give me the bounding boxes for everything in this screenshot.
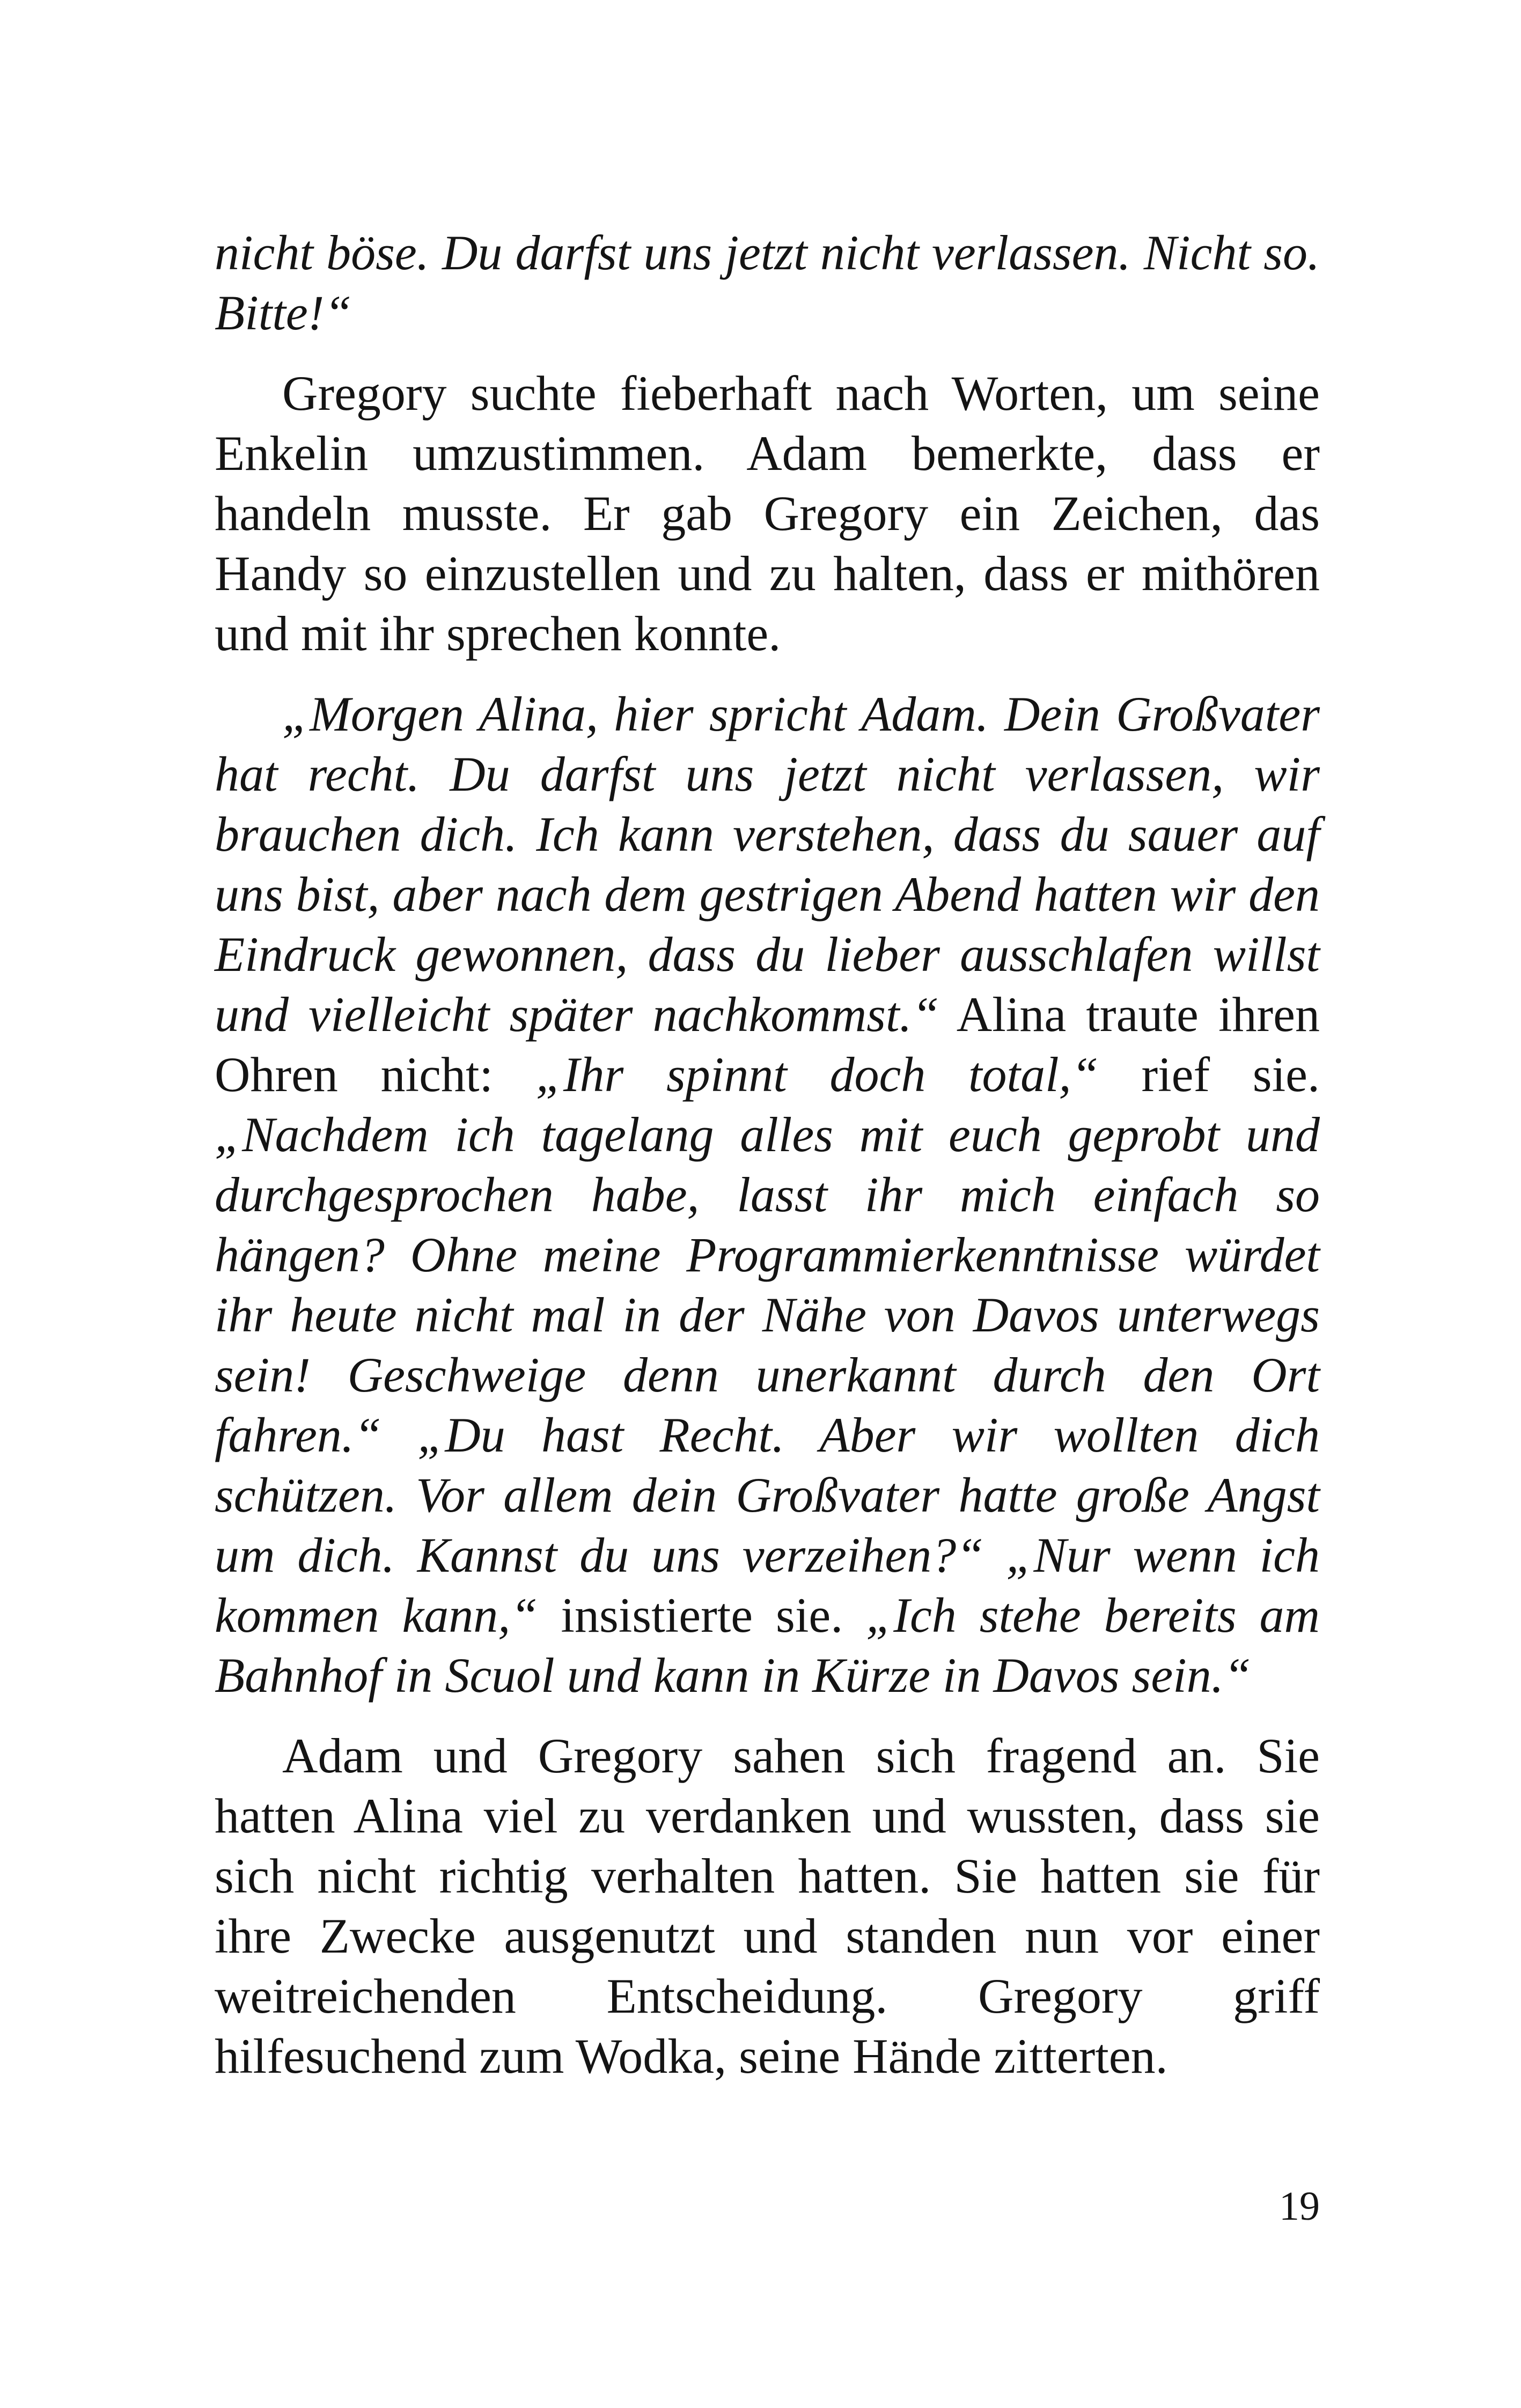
- page-number: 19: [1279, 2184, 1320, 2229]
- text-segment: rief sie.: [1098, 1047, 1320, 1102]
- text-segment: insistierte sie.: [538, 1588, 866, 1643]
- body-text: [215, 223, 1320, 2086]
- text-segment: „Ich stehe bereits am Bahnhof in Scuol und kann in Kürze in Davos sein.“: [215, 1588, 1320, 1703]
- paragraph-4: [215, 1726, 1320, 2086]
- text-segment: Gregory suchte fieberhaft nach Worten, um seine Enkelin umzustimmen. Adam bemerkte, dass er handeln musste. Er gab Gregory ein Zeichen, das Handy so einzustellen und zu halten, dass er mithören und mit ihr sprechen konnte.: [215, 366, 1320, 661]
- text-segment: „Morgen Alina, hier spricht Adam. Dein Großvater hat recht. Du darfst uns jetzt nicht verlassen, wir brauchen dich. Ich kann verstehen, dass du sauer auf uns bist, aber nach dem gestrigen Abend hatten wir den Eindruck gewonnen, dass du lieber ausschlafen willst und vielleicht später nachkommst.“: [215, 687, 1320, 1042]
- paragraph-1: [215, 223, 1320, 343]
- text-segment: „Nachdem ich tagelang alles mit euch geprobt und durchgesprochen habe, lasst ihr mich einfach so hängen? Ohne meine Programmierkenntnisse würdet ihr heute nicht mal in der Nähe von Davos unterwegs sein! Geschweige denn unerkannt durch den Ort fahren.“ „Du hast Recht. Aber wir wollten dich schützen. Vor allem dein Großvater hatte große Angst um dich. Kannst du uns verzeihen?“ „Nur wenn ich kommen kann,“: [215, 1107, 1320, 1643]
- text-segment: Alina traute ihren Ohren nicht:: [215, 987, 1320, 1102]
- paragraph-2: [215, 363, 1320, 664]
- text-segment: „Ihr spinnt doch total,“: [535, 1047, 1099, 1102]
- text-segment: Adam und Gregory sahen sich fragend an. Sie hatten Alina viel zu verdanken und wussten, dass sie sich nicht richtig verhalten hatten. Sie hatten sie für ihre Zwecke ausgenutzt und standen nun vor einer weitreichenden Entscheidung. Gregory griff hilfesuchend zum Wodka, seine Hände zitterten.: [215, 1728, 1320, 2083]
- paragraph-3: [215, 684, 1320, 1705]
- text-segment: nicht böse. Du darfst uns jetzt nicht verlassen. Nicht so. Bitte!“: [215, 225, 1320, 340]
